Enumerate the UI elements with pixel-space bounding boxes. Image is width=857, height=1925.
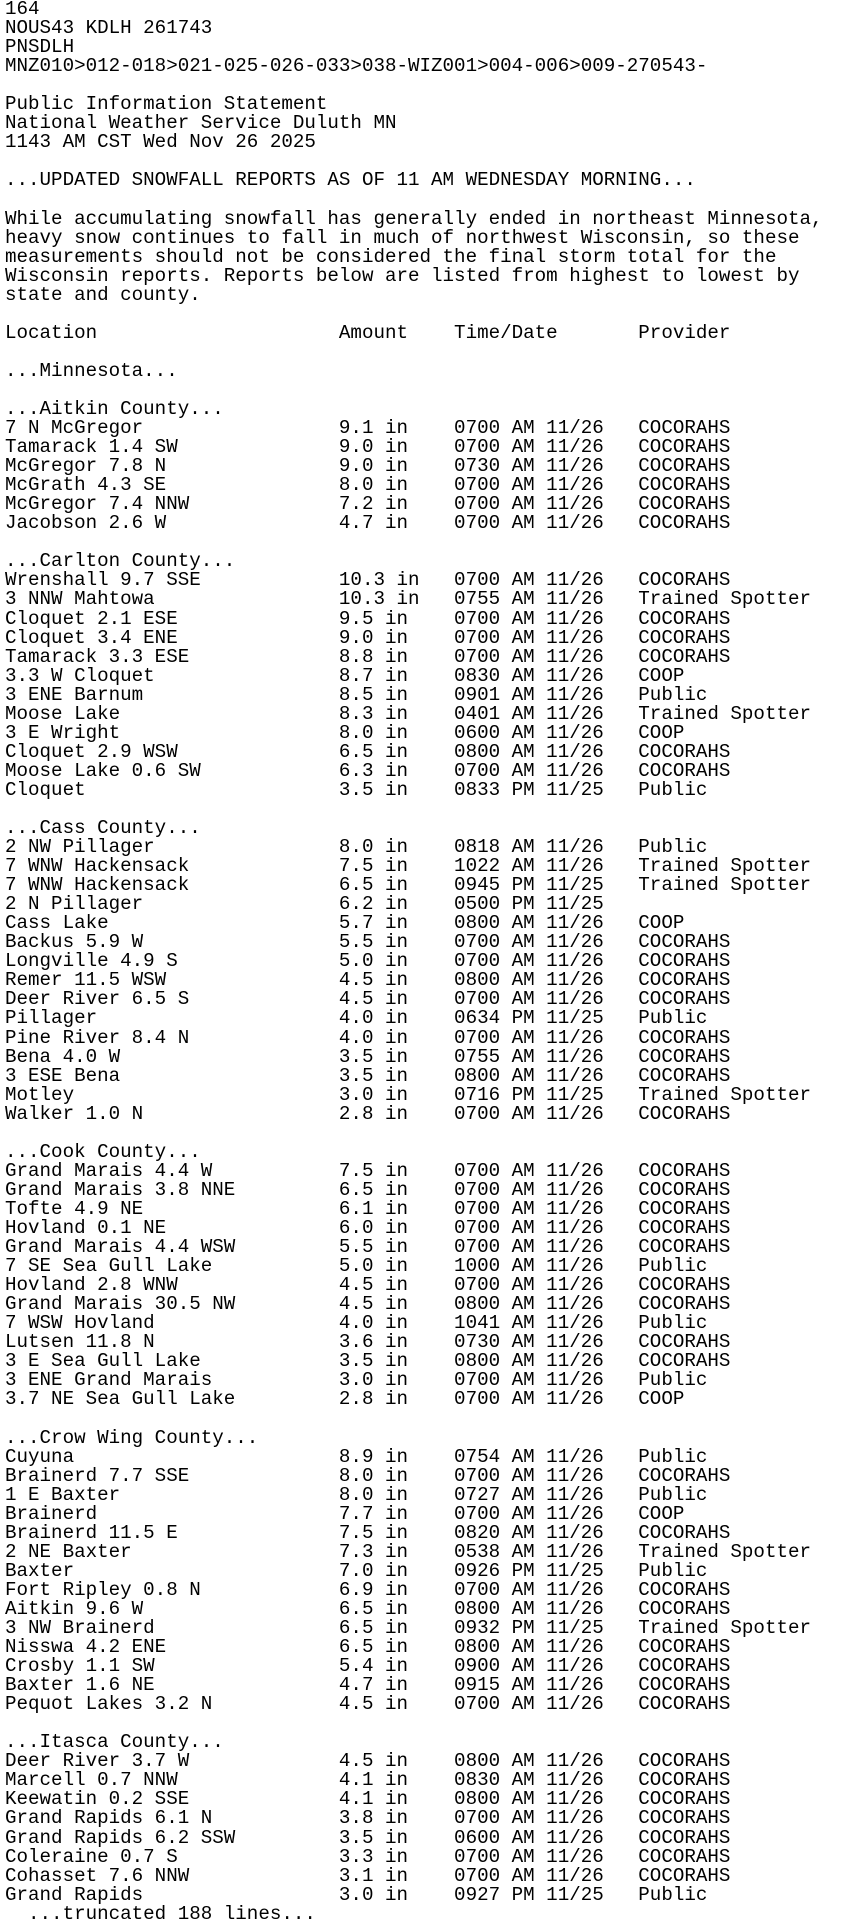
report-row: Wrenshall 9.7 SSE 10.3 in 0700 AM 11/26 COCORAHS (5, 569, 731, 592)
report-row: 7 SE Sea Gull Lake 5.0 in 1000 AM 11/26 Public (5, 1255, 708, 1278)
report-row: Grand Marais 30.5 NW 4.5 in 0800 AM 11/26 COCORAHS (5, 1293, 731, 1316)
zone-codes: MNZ010>012-018>021-025-026-033>038-WIZ001>004-006>009-270543- (5, 55, 708, 78)
report-row: Cuyuna 8.9 in 0754 AM 11/26 Public (5, 1445, 708, 1468)
awips-id: PNSDLH (5, 36, 75, 59)
intro-line: state and county. (5, 283, 201, 306)
report-row: Fort Ripley 0.8 N 6.9 in 0700 AM 11/26 COCORAHS (5, 1578, 731, 1601)
report-row: Longville 4.9 S 5.0 in 0700 AM 11/26 COCORAHS (5, 950, 731, 973)
report-row: Pine River 8.4 N 4.0 in 0700 AM 11/26 COCORAHS (5, 1026, 731, 1049)
report-row: Keewatin 0.2 SSE 4.1 in 0800 AM 11/26 COCORAHS (5, 1788, 731, 1811)
blank-line (5, 190, 857, 209)
report-row: Crosby 1.1 SW 5.4 in 0900 AM 11/26 COCORAHS (5, 1655, 731, 1678)
report-row: 7 N McGregor 9.1 in 0700 AM 11/26 COCORAHS (5, 417, 731, 440)
report-row: 3 ESE Bena 3.5 in 0800 AM 11/26 COCORAHS (5, 1064, 731, 1087)
column-header-row: Location Amount Time/Date Provider (5, 321, 731, 344)
intro-line: While accumulating snowfall has generally ended in northeast Minnesota, (5, 207, 823, 230)
report-row: 2 N Pillager 6.2 in 0500 PM 11/25 (5, 893, 604, 916)
report-row: Cass Lake 5.7 in 0800 AM 11/26 COOP (5, 912, 685, 935)
report-row: Remer 11.5 WSW 4.5 in 0800 AM 11/26 COCORAHS (5, 969, 731, 992)
report-row: Hovland 0.1 NE 6.0 in 0700 AM 11/26 COCORAHS (5, 1217, 731, 1239)
report-row: Deer River 6.5 S 4.5 in 0700 AM 11/26 COCORAHS (5, 988, 731, 1011)
report-row: Baxter 7.0 in 0926 PM 11/25 Public (5, 1559, 708, 1582)
report-row: Grand Rapids 6.2 SSW 3.5 in 0600 AM 11/26 COCORAHS (5, 1826, 731, 1849)
report-row: 7 WNW Hackensack 6.5 in 0945 PM 11/25 Trained Spotter (5, 874, 812, 897)
report-row: Tamarack 3.3 ESE 8.8 in 0700 AM 11/26 COCORAHS (5, 645, 731, 668)
report-row: Bena 4.0 W 3.5 in 0755 AM 11/26 COCORAHS (5, 1045, 731, 1068)
report-row: Tofte 4.9 NE 6.1 in 0700 AM 11/26 COCORAHS (5, 1197, 731, 1220)
report-row: Motley 3.0 in 0716 PM 11/25 Trained Spotter (5, 1083, 812, 1106)
report-row: 3.3 W Cloquet 8.7 in 0830 AM 11/26 COOP (5, 664, 685, 687)
report-row: 3 NW Brainerd 6.5 in 0932 PM 11/25 Trained Spotter (5, 1616, 812, 1639)
report-row: Deer River 3.7 W 4.5 in 0800 AM 11/26 COCORAHS (5, 1750, 731, 1773)
report-row: McGregor 7.8 N 9.0 in 0730 AM 11/26 COCORAHS (5, 455, 731, 478)
report-row: 3 ENE Barnum 8.5 in 0901 AM 11/26 Public (5, 683, 708, 706)
report-row: Grand Marais 3.8 NNE 6.5 in 0700 AM 11/26 COCORAHS (5, 1178, 731, 1201)
report-row: Moose Lake 0.6 SW 6.3 in 0700 AM 11/26 COCORAHS (5, 759, 731, 782)
report-row: Jacobson 2.6 W 4.7 in 0700 AM 11/26 COCORAHS (5, 512, 731, 535)
county-heading: ...Itasca County... (5, 1731, 224, 1754)
issuing-office: National Weather Service Duluth MN (5, 112, 397, 135)
report-row: 3 E Wright 8.0 in 0600 AM 11/26 COOP (5, 721, 685, 744)
state-heading: ...Minnesota... (5, 359, 178, 382)
report-row: Grand Rapids 6.1 N 3.8 in 0700 AM 11/26 COCORAHS (5, 1807, 731, 1830)
county-heading: ...Crow Wing County... (5, 1426, 259, 1449)
intro-line: Wisconsin reports. Reports below are listed from highest to lowest by (5, 264, 800, 287)
report-row: 7 WSW Hovland 4.0 in 1041 AM 11/26 Public (5, 1312, 708, 1335)
county-heading: ...Aitkin County... (5, 397, 224, 420)
county-heading: ...Carlton County... (5, 550, 236, 573)
report-row: Pequot Lakes 3.2 N 4.5 in 0700 AM 11/26 COCORAHS (5, 1693, 731, 1716)
report-row: Moose Lake 8.3 in 0401 AM 11/26 Trained Spotter (5, 702, 812, 725)
report-row: Cloquet 2.1 ESE 9.5 in 0700 AM 11/26 COCORAHS (5, 607, 731, 630)
wmo-header: NOUS43 KDLH 261743 (5, 17, 213, 40)
report-row: Aitkin 9.6 W 6.5 in 0800 AM 11/26 COCORAHS (5, 1597, 731, 1620)
report-row: Nisswa 4.2 ENE 6.5 in 0800 AM 11/26 COCORAHS (5, 1636, 731, 1659)
blank-line (5, 1124, 857, 1143)
county-heading: ...Cook County... (5, 1140, 201, 1163)
statement-title: Public Information Statement (5, 93, 328, 116)
report-row: Brainerd 7.7 SSE 8.0 in 0700 AM 11/26 COCORAHS (5, 1464, 731, 1487)
report-row: Hovland 2.8 WNW 4.5 in 0700 AM 11/26 COCORAHS (5, 1274, 731, 1297)
report-row: Pillager 4.0 in 0634 PM 11/25 Public (5, 1007, 708, 1030)
report-row: Baxter 1.6 NE 4.7 in 0915 AM 11/26 COCORAHS (5, 1674, 731, 1697)
report-row: 7 WNW Hackensack 7.5 in 1022 AM 11/26 Trained Spotter (5, 855, 812, 878)
blank-line (5, 305, 857, 324)
headline: ...UPDATED SNOWFALL REPORTS AS OF 11 AM WEDNESDAY MORNING... (5, 169, 696, 192)
report-row: Cloquet 3.5 in 0833 PM 11/25 Public (5, 778, 708, 801)
report-row: Walker 1.0 N 2.8 in 0700 AM 11/26 COCORAHS (5, 1102, 731, 1125)
intro-line: heavy snow continues to fall in much of northwest Wisconsin, so these (5, 226, 800, 249)
report-row: Grand Marais 4.4 WSW 5.5 in 0700 AM 11/26 COCORAHS (5, 1236, 731, 1259)
report-row: 3 E Sea Gull Lake 3.5 in 0800 AM 11/26 COCORAHS (5, 1350, 731, 1373)
report-row: Grand Rapids 3.0 in 0927 PM 11/25 Public (5, 1883, 708, 1906)
report-row: Cloquet 2.9 WSW 6.5 in 0800 AM 11/26 COCORAHS (5, 740, 731, 763)
report-row: 1 E Baxter 8.0 in 0727 AM 11/26 Public (5, 1483, 708, 1506)
report-row: 3 ENE Grand Marais 3.0 in 0700 AM 11/26 Public (5, 1369, 708, 1392)
report-row: 2 NW Pillager 8.0 in 0818 AM 11/26 Public (5, 836, 708, 859)
report-row: Brainerd 11.5 E 7.5 in 0820 AM 11/26 COCORAHS (5, 1521, 731, 1544)
report-row: 3 NNW Mahtowa 10.3 in 0755 AM 11/26 Trained Spotter (5, 588, 812, 611)
report-row: McGregor 7.4 NNW 7.2 in 0700 AM 11/26 COCORAHS (5, 493, 731, 516)
report-row: Backus 5.9 W 5.5 in 0700 AM 11/26 COCORAHS (5, 931, 731, 954)
truncation-notice: ...truncated 188 lines... (5, 1902, 316, 1925)
report-row: Brainerd 7.7 in 0700 AM 11/26 COOP (5, 1502, 685, 1525)
intro-line: measurements should not be considered the final storm total for the (5, 245, 777, 268)
report-row: 2 NE Baxter 7.3 in 0538 AM 11/26 Trained Spotter (5, 1540, 812, 1563)
report-row: Cloquet 3.4 ENE 9.0 in 0700 AM 11/26 COCORAHS (5, 626, 731, 649)
product-sequence: 164 (5, 0, 40, 20)
report-row: Coleraine 0.7 S 3.3 in 0700 AM 11/26 COCORAHS (5, 1845, 731, 1868)
county-heading: ...Cass County... (5, 817, 201, 840)
report-row: 3.7 NE Sea Gull Lake 2.8 in 0700 AM 11/26 COOP (5, 1388, 685, 1411)
issue-time: 1143 AM CST Wed Nov 26 2025 (5, 131, 316, 154)
report-row: Marcell 0.7 NNW 4.1 in 0830 AM 11/26 COCORAHS (5, 1769, 731, 1792)
report-row: Lutsen 11.8 N 3.6 in 0730 AM 11/26 COCORAHS (5, 1331, 731, 1354)
report-row: Cohasset 7.6 NNW 3.1 in 0700 AM 11/26 COCORAHS (5, 1864, 731, 1887)
report-row: McGrath 4.3 SE 8.0 in 0700 AM 11/26 COCORAHS (5, 474, 731, 497)
report-row: Grand Marais 4.4 W 7.5 in 0700 AM 11/26 COCORAHS (5, 1159, 731, 1182)
report-row: Tamarack 1.4 SW 9.0 in 0700 AM 11/26 COCORAHS (5, 436, 731, 459)
blank-line (5, 1409, 857, 1428)
